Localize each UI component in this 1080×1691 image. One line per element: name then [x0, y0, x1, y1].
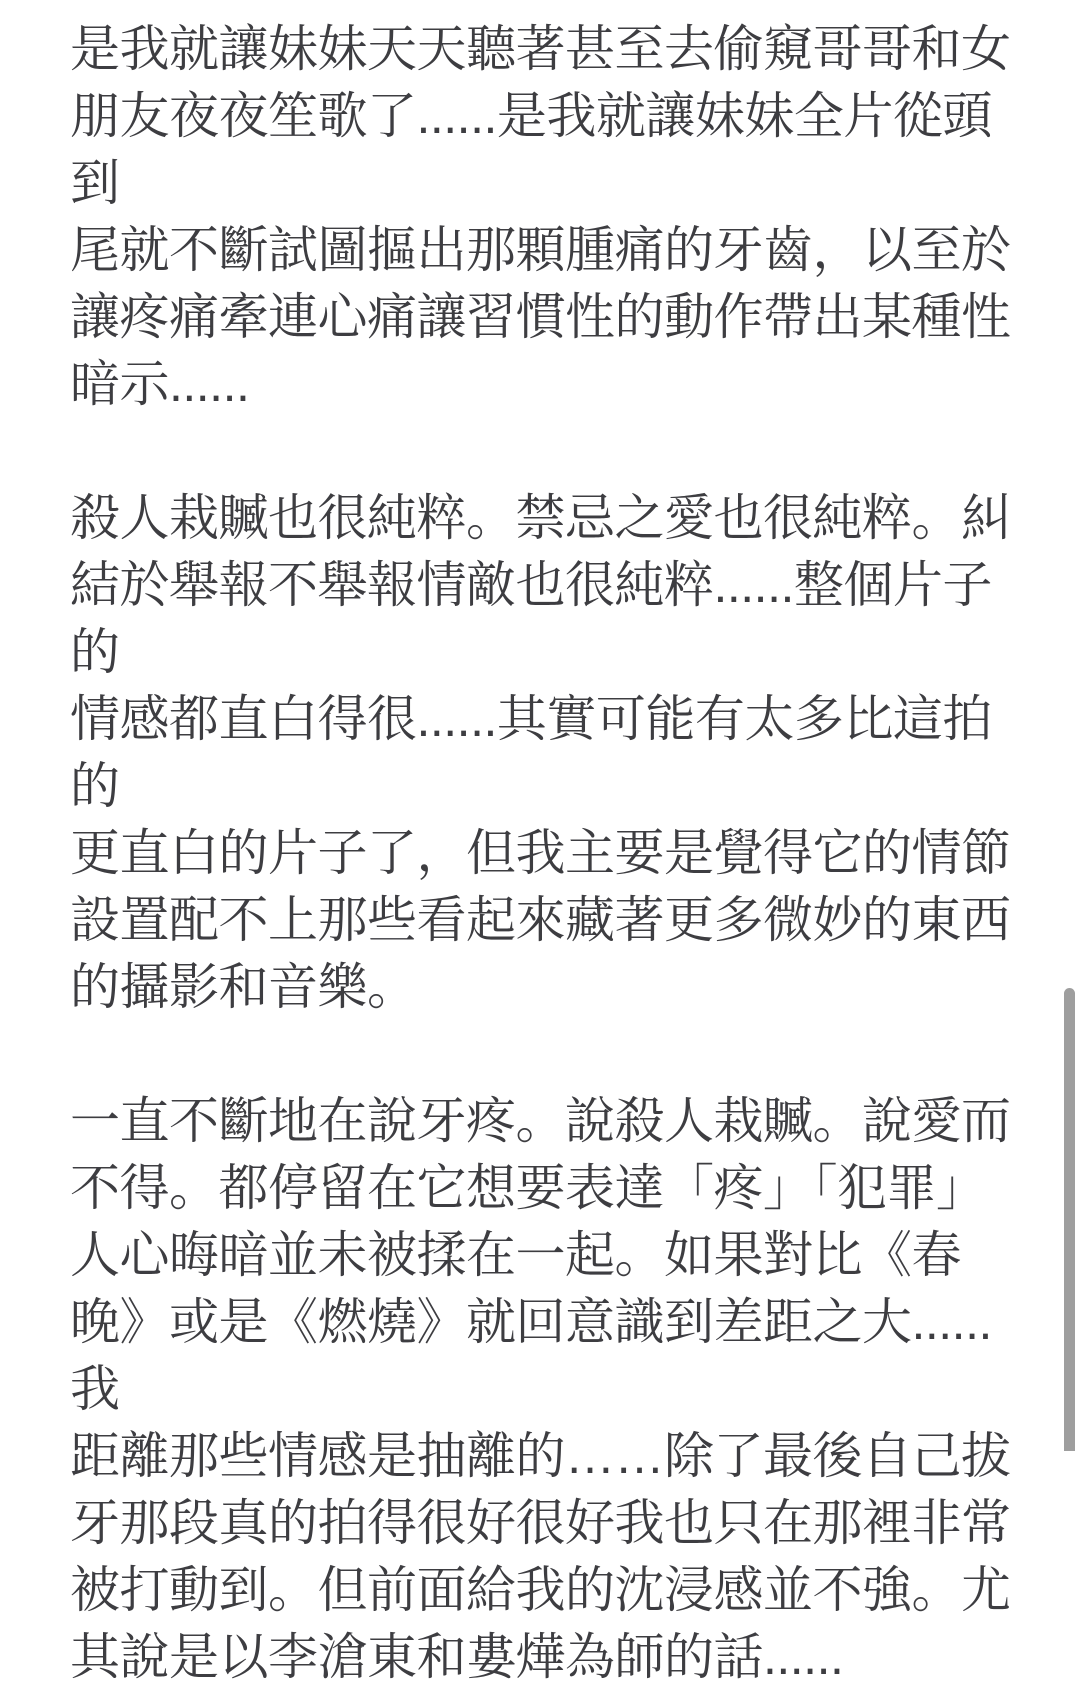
- review-paragraph-1: 是我就讓妹妹天天聽著甚至去偷窺哥哥和女 朋友夜夜笙歌了......是我就讓妹妹全片從頭到 尾就不斷試圖摳出那顆腫痛的牙齒，以至於 讓疼痛牽連心痛讓習慣性的動作帶出某種性 暗示......: [70, 21, 1011, 412]
- vertical-scrollbar-thumb[interactable]: [1064, 988, 1075, 1451]
- review-paragraph-3: 一直不斷地在說牙疼。說殺人栽贓。說愛而 不得。都停留在它想要表達「疼」「犯罪」 人心晦暗並未被揉在一起。如果對比《春 晚》或是《燃燒》就回意識到差距之大......我 距離那些情感是抽離的……除了最後自己拔 牙那段真的拍得很好很好我也只在那裡非常 被打動到。但前面給我的沈浸感並不強。尤 其說是以李滄東和婁燁為師的話......: [70, 1093, 1011, 1685]
- review-paragraph-2: 殺人栽贓也很純粹。禁忌之愛也很純粹。糾 結於舉報不舉報情敵也很純粹......整個片子的 情感都直白得很......其實可能有太多比這拍的 更直白的片子了，但我主要是覺得它的情節 設置配不上那些看起來藏著更多微妙的東西 的攝影和音樂。: [70, 490, 1011, 1015]
